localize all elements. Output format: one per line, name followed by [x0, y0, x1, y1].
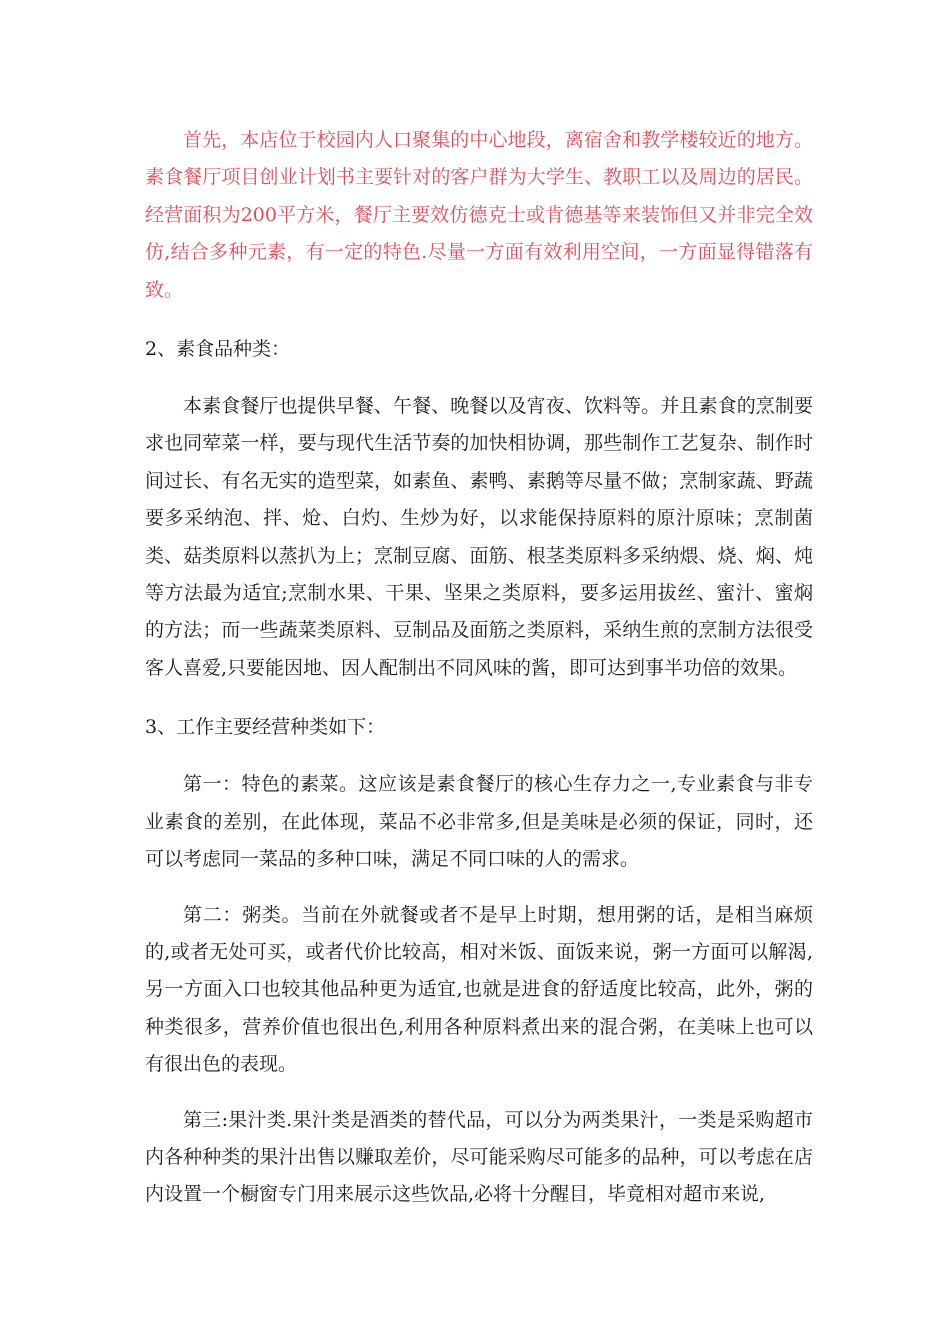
section-heading-business-types: 3、工作主要经营种类如下： [145, 716, 386, 739]
section-heading-varieties: 2、素食品种类： [145, 338, 291, 361]
third-item-paragraph: 第三:果汁类.果汁类是酒类的替代品，可以分为两类果汁，一类是采购超市内各种种类的果汁出售以赚取差价，尽可能采购尽可能多的品种，可以考虑在店内设置一个橱窗专门用来展示这些饮品,必将十分醒目，毕竟相对超市来说, [145, 1108, 813, 1206]
intro-paragraph: 首先，本店位于校园内人口聚集的中心地段，离宿舍和教学楼较近的地方。素食餐厅项目创业计划书主要针对的客户群为大学生、教职工以及周边的居民。经营面积为200平方米，餐厅主要效仿德克士或肯德基等来装饰但又并非完全效仿,结合多种元素，有一定的特色.尽量一方面有效利用空间，一方面显得错落有致。 [145, 129, 813, 301]
second-item-paragraph: 第二：粥类。当前在外就餐或者不是早上时期，想用粥的话，是相当麻烦的,或者无处可买，或者代价比较高，相对米饭、面饭来说，粥一方面可以解渴,另一方面入口也较其他品种更为适宜,也就是进食的舒适度比较高，此外，粥的种类很多，营养价值也很出色,利用各种原料煮出来的混合粥，在美味上也可以有很出色的表现。 [145, 903, 813, 1076]
first-item-paragraph: 第一：特色的素菜。这应该是素食餐厅的核心生存力之一,专业素食与非专业素食的差别，在此体现，菜品不必非常多,但是美味是必须的保证，同时，还可以考虑同一菜品的多种口味，满足不同口味的人的需求。 [145, 773, 813, 871]
document-page [145, 122, 813, 1214]
varieties-paragraph: 本素食餐厅也提供早餐、午餐、晚餐以及宵夜、饮料等。并且素食的烹制要求也同荤菜一样，要与现代生活节奏的加快相协调，那些制作工艺复杂、制作时间过长、有名无实的造型菜，如素鱼、素鸭、素鹅等尽量不做；烹制家蔬、野蔬要多采纳泡、拌、炝、白灼、生炒为好，以求能保持原料的原汁原味；烹制菌类、菇类原料以蒸扒为上；烹制豆腐、面筋、根茎类原料多采纳煨、烧、焖、炖等方法最为适宜;烹制水果、干果、坚果之类原料，要多运用拔丝、蜜汁、蜜焖的方法；而一些蔬菜类原料、豆制品及面筋之类原料，采纳生煎的烹制方法很受客人喜爱,只要能因地、因人配制出不同风味的酱，即可达到事半功倍的效果。 [145, 395, 813, 679]
